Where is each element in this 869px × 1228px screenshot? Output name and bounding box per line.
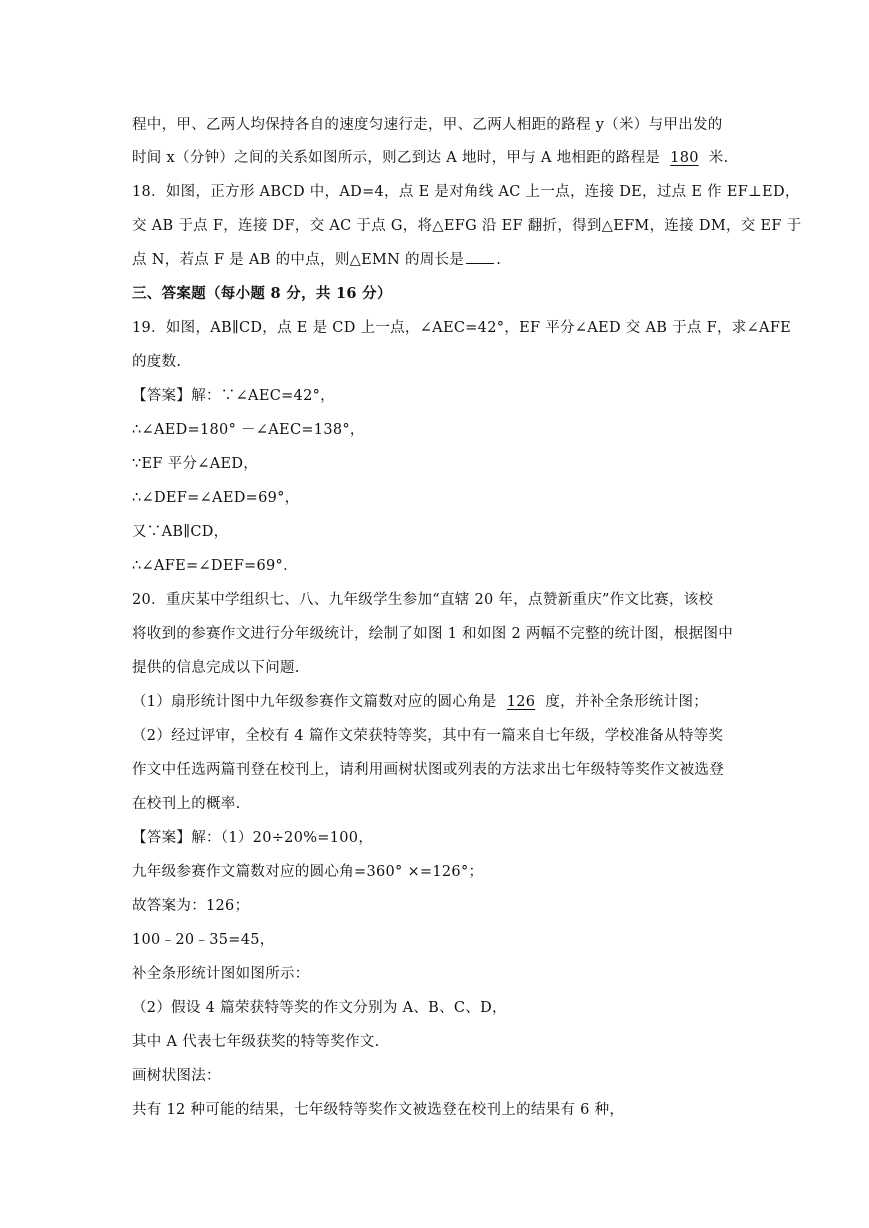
- text-segment: 度，并补全条形统计图；: [545, 694, 709, 710]
- text-line: 程中，甲、乙两人均保持各自的速度匀速行走，甲、乙两人相距的路程 y（米）与甲出发的: [132, 117, 723, 133]
- text-line: 将收到的参赛作文进行分年级统计，绘制了如图 1 和如图 2 两幅不完整的统计图，根据图中: [132, 626, 734, 642]
- text-line: 作文中任选两篇刊登在校刊上，请利用画树状图或列表的方法求出七年级特等奖作文被选登: [132, 762, 724, 778]
- answer-line: 补全条形统计图如图所示：: [132, 966, 310, 982]
- text-line: [132, 146, 728, 167]
- answer-line: ∴∠AED=180° －∠AEC=138°，: [132, 422, 365, 438]
- answer-line: 又∵AB∥CD，: [132, 524, 229, 540]
- question-20: 20．重庆某中学组织七、八、九年级学生参加“直辖 20 年，点赞新重庆”作文比赛，该校: [132, 592, 714, 608]
- text-segment: （1）扇形统计图中九年级参赛作文篇数对应的圆心角是: [132, 694, 497, 710]
- answer-line: 【答案】解：∵∠AEC=42°，: [132, 388, 335, 404]
- answer-blank-filled: 126: [506, 694, 536, 710]
- text-line: 的度数.: [132, 354, 182, 370]
- answer-blank-filled: 180: [670, 150, 699, 166]
- answer-line: 【答案】解：（1）20÷20%=100，: [132, 830, 374, 846]
- question-18: 18．如图，正方形 ABCD 中，AD=4，点 E 是对角线 AC 上一点，连接 DE，过点 E 作 EF⊥ED，: [132, 184, 800, 200]
- text-line: 提供的信息完成以下问题.: [132, 660, 300, 676]
- text-line: 交 AB 于点 F，连接 DF，交 AC 于点 G，将△EFG 沿 EF 翻折，得到△EFM，连接 DM，交 EF 于: [132, 218, 802, 234]
- answer-line: 九年级参赛作文篇数对应的圆心角=360° ×=126°；: [132, 864, 484, 880]
- answer-line: 故答案为：126；: [132, 898, 250, 914]
- text-segment: .: [496, 252, 502, 268]
- text-segment: 点 N，若点 F 是 AB 的中点，则△EMN 的周长是: [132, 252, 465, 268]
- text-line: [132, 248, 501, 269]
- text-segment: 时间 x（分钟）之间的关系如图所示，则乙到达 A 地时，甲与 A 地相距的路程是: [132, 150, 661, 166]
- question-19: 19．如图，AB∥CD，点 E 是 CD 上一点，∠AEC=42°，EF 平分∠AED 交 AB 于点 F，求∠AFE: [132, 320, 792, 336]
- answer-blank: [466, 251, 494, 264]
- text-line: 在校刊上的概率.: [132, 796, 241, 812]
- section-heading: 三、答案题（每小题 8 分，共 16 分）: [132, 285, 392, 302]
- text-segment: 米.: [708, 150, 729, 166]
- answer-line: 其中 A 代表七年级获奖的特等奖作文.: [132, 1034, 380, 1050]
- text-line: [132, 690, 708, 711]
- answer-line: 100﹣20﹣35=45，: [132, 932, 275, 948]
- answer-line: （2）假设 4 篇荣获特等奖的作文分别为 A、B、C、D，: [132, 1000, 507, 1016]
- answer-line: ∵EF 平分∠AED，: [132, 456, 259, 472]
- answer-line: 共有 12 种可能的结果，七年级特等奖作文被选登在校刊上的结果有 6 种，: [132, 1102, 625, 1118]
- answer-line: ∴∠AFE=∠DEF=69°．: [132, 558, 298, 574]
- text-line: （2）经过评审，全校有 4 篇作文荣获特等奖，其中有一篇来自七年级，学校准备从特等奖: [132, 728, 724, 744]
- answer-line: ∴∠DEF=∠AED=69°，: [132, 490, 300, 506]
- answer-line: 画树状图法：: [132, 1068, 221, 1084]
